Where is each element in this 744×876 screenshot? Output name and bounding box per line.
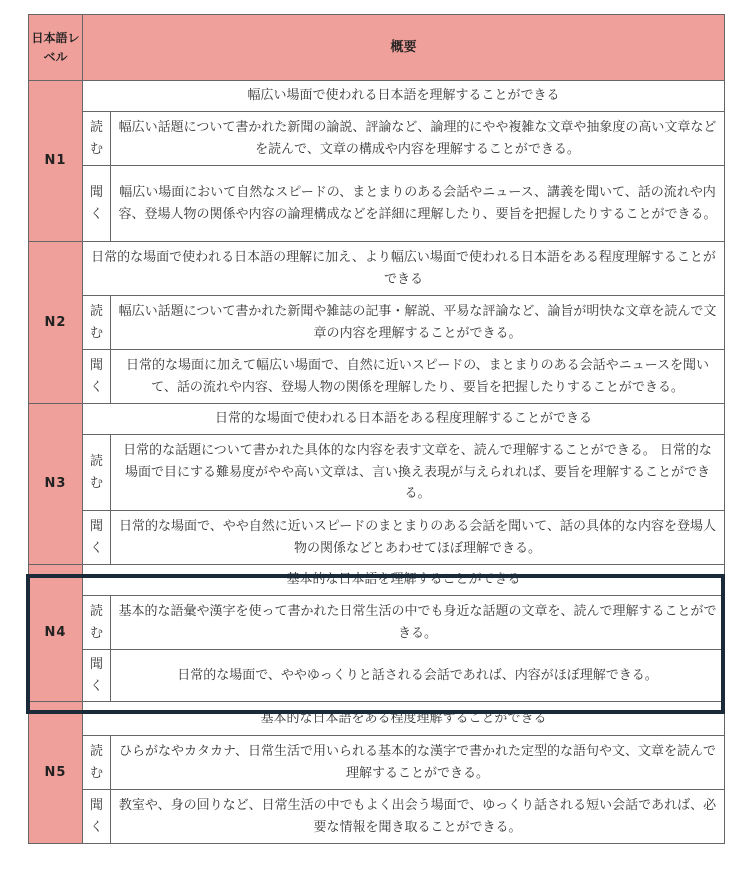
level-cell-n4: N4 bbox=[29, 565, 83, 702]
table-header-row bbox=[29, 15, 725, 81]
n5-overview: 基本的な日本語をある程度理解することができる bbox=[83, 702, 725, 736]
n2-listening-label: 聞く bbox=[83, 350, 111, 404]
n1-reading-label: 読む bbox=[83, 112, 111, 166]
n2-overview: 日常的な場面で使われる日本語の理解に加え、より幅広い場面で使われる日本語をある程度理解することができる bbox=[83, 242, 725, 296]
n5-reading-row bbox=[29, 736, 725, 790]
n2-overview-row bbox=[29, 242, 725, 296]
n1-listening-text: 幅広い場面において自然なスピードの、まとまりのある会話やニュース、講義を聞いて、話の流れや内容、登場人物の関係や内容の論理構成などを詳細に理解したり、要旨を把握したりすることができる。 bbox=[111, 166, 725, 242]
level-cell-n2: N2 bbox=[29, 242, 83, 404]
n5-listening-label: 聞く bbox=[83, 790, 111, 844]
n3-listening-row bbox=[29, 511, 725, 565]
n4-listening-label: 聞く bbox=[83, 650, 111, 702]
n1-reading-row bbox=[29, 112, 725, 166]
n1-overview-row bbox=[29, 81, 725, 112]
n2-reading-label: 読む bbox=[83, 296, 111, 350]
level-cell-n3: N3 bbox=[29, 404, 83, 565]
n5-reading-text: ひらがなやカタカナ、日常生活で用いられる基本的な漢字で書かれた定型的な語句や文、文章を読んで理解することができる。 bbox=[111, 736, 725, 790]
n3-reading-text: 日常的な話題について書かれた具体的な内容を表す文章を、読んで理解することができる。 日常的な場面で目にする難易度がやや高い文章は、言い換え表現が与えられれば、要旨を理解することができる。 bbox=[111, 435, 725, 511]
n1-reading-text: 幅広い話題について書かれた新聞の論説、評論など、論理的にやや複雑な文章や抽象度の高い文章などを読んで、文章の構成や内容を理解することができる。 bbox=[111, 112, 725, 166]
n3-reading-label: 読む bbox=[83, 435, 111, 511]
n4-listening-text: 日常的な場面で、ややゆっくりと話される会話であれば、内容がほぼ理解できる。 bbox=[111, 650, 725, 702]
n2-listening-text: 日常的な場面に加えて幅広い場面で、自然に近いスピードの、まとまりのある会話やニュースを聞いて、話の流れや内容、登場人物の関係を理解したり、要旨を把握したりすることができる。 bbox=[111, 350, 725, 404]
n1-overview: 幅広い場面で使われる日本語を理解することができる bbox=[83, 81, 725, 112]
n2-listening-row bbox=[29, 350, 725, 404]
n1-listening-row bbox=[29, 166, 725, 242]
n4-reading-row bbox=[29, 596, 725, 650]
n3-overview: 日常的な場面で使われる日本語をある程度理解することができる bbox=[83, 404, 725, 435]
n4-overview: 基本的な日本語を理解することができる bbox=[83, 565, 725, 596]
n5-reading-label: 読む bbox=[83, 736, 111, 790]
n4-overview-row bbox=[29, 565, 725, 596]
n2-reading-text: 幅広い話題について書かれた新聞や雑誌の記事・解説、平易な評論など、論旨が明快な文章を読んで文章の内容を理解することができる。 bbox=[111, 296, 725, 350]
n2-reading-row bbox=[29, 296, 725, 350]
level-cell-n5: N5 bbox=[29, 702, 83, 844]
n5-listening-row bbox=[29, 790, 725, 844]
n3-reading-row bbox=[29, 435, 725, 511]
jlpt-level-table bbox=[28, 14, 725, 844]
n1-listening-label: 聞く bbox=[83, 166, 111, 242]
n4-reading-text: 基本的な語彙や漢字を使って書かれた日常生活の中でも身近な話題の文章を、読んで理解することができる。 bbox=[111, 596, 725, 650]
n3-listening-label: 聞く bbox=[83, 511, 111, 565]
n5-overview-row bbox=[29, 702, 725, 736]
n5-listening-text: 教室や、身の回りなど、日常生活の中でもよく出会う場面で、ゆっくり話される短い会話であれば、必要な情報を聞き取ることができる。 bbox=[111, 790, 725, 844]
level-cell-n1: N1 bbox=[29, 81, 83, 242]
n3-listening-text: 日常的な場面で、やや自然に近いスピードのまとまりのある会話を聞いて、話の具体的な内容を登場人物の関係などとあわせてほぼ理解できる。 bbox=[111, 511, 725, 565]
n3-overview-row bbox=[29, 404, 725, 435]
level-column-header: 日本語レベル bbox=[29, 15, 83, 81]
n4-listening-row bbox=[29, 650, 725, 702]
n4-reading-label: 読む bbox=[83, 596, 111, 650]
summary-column-header: 概要 bbox=[83, 15, 725, 81]
